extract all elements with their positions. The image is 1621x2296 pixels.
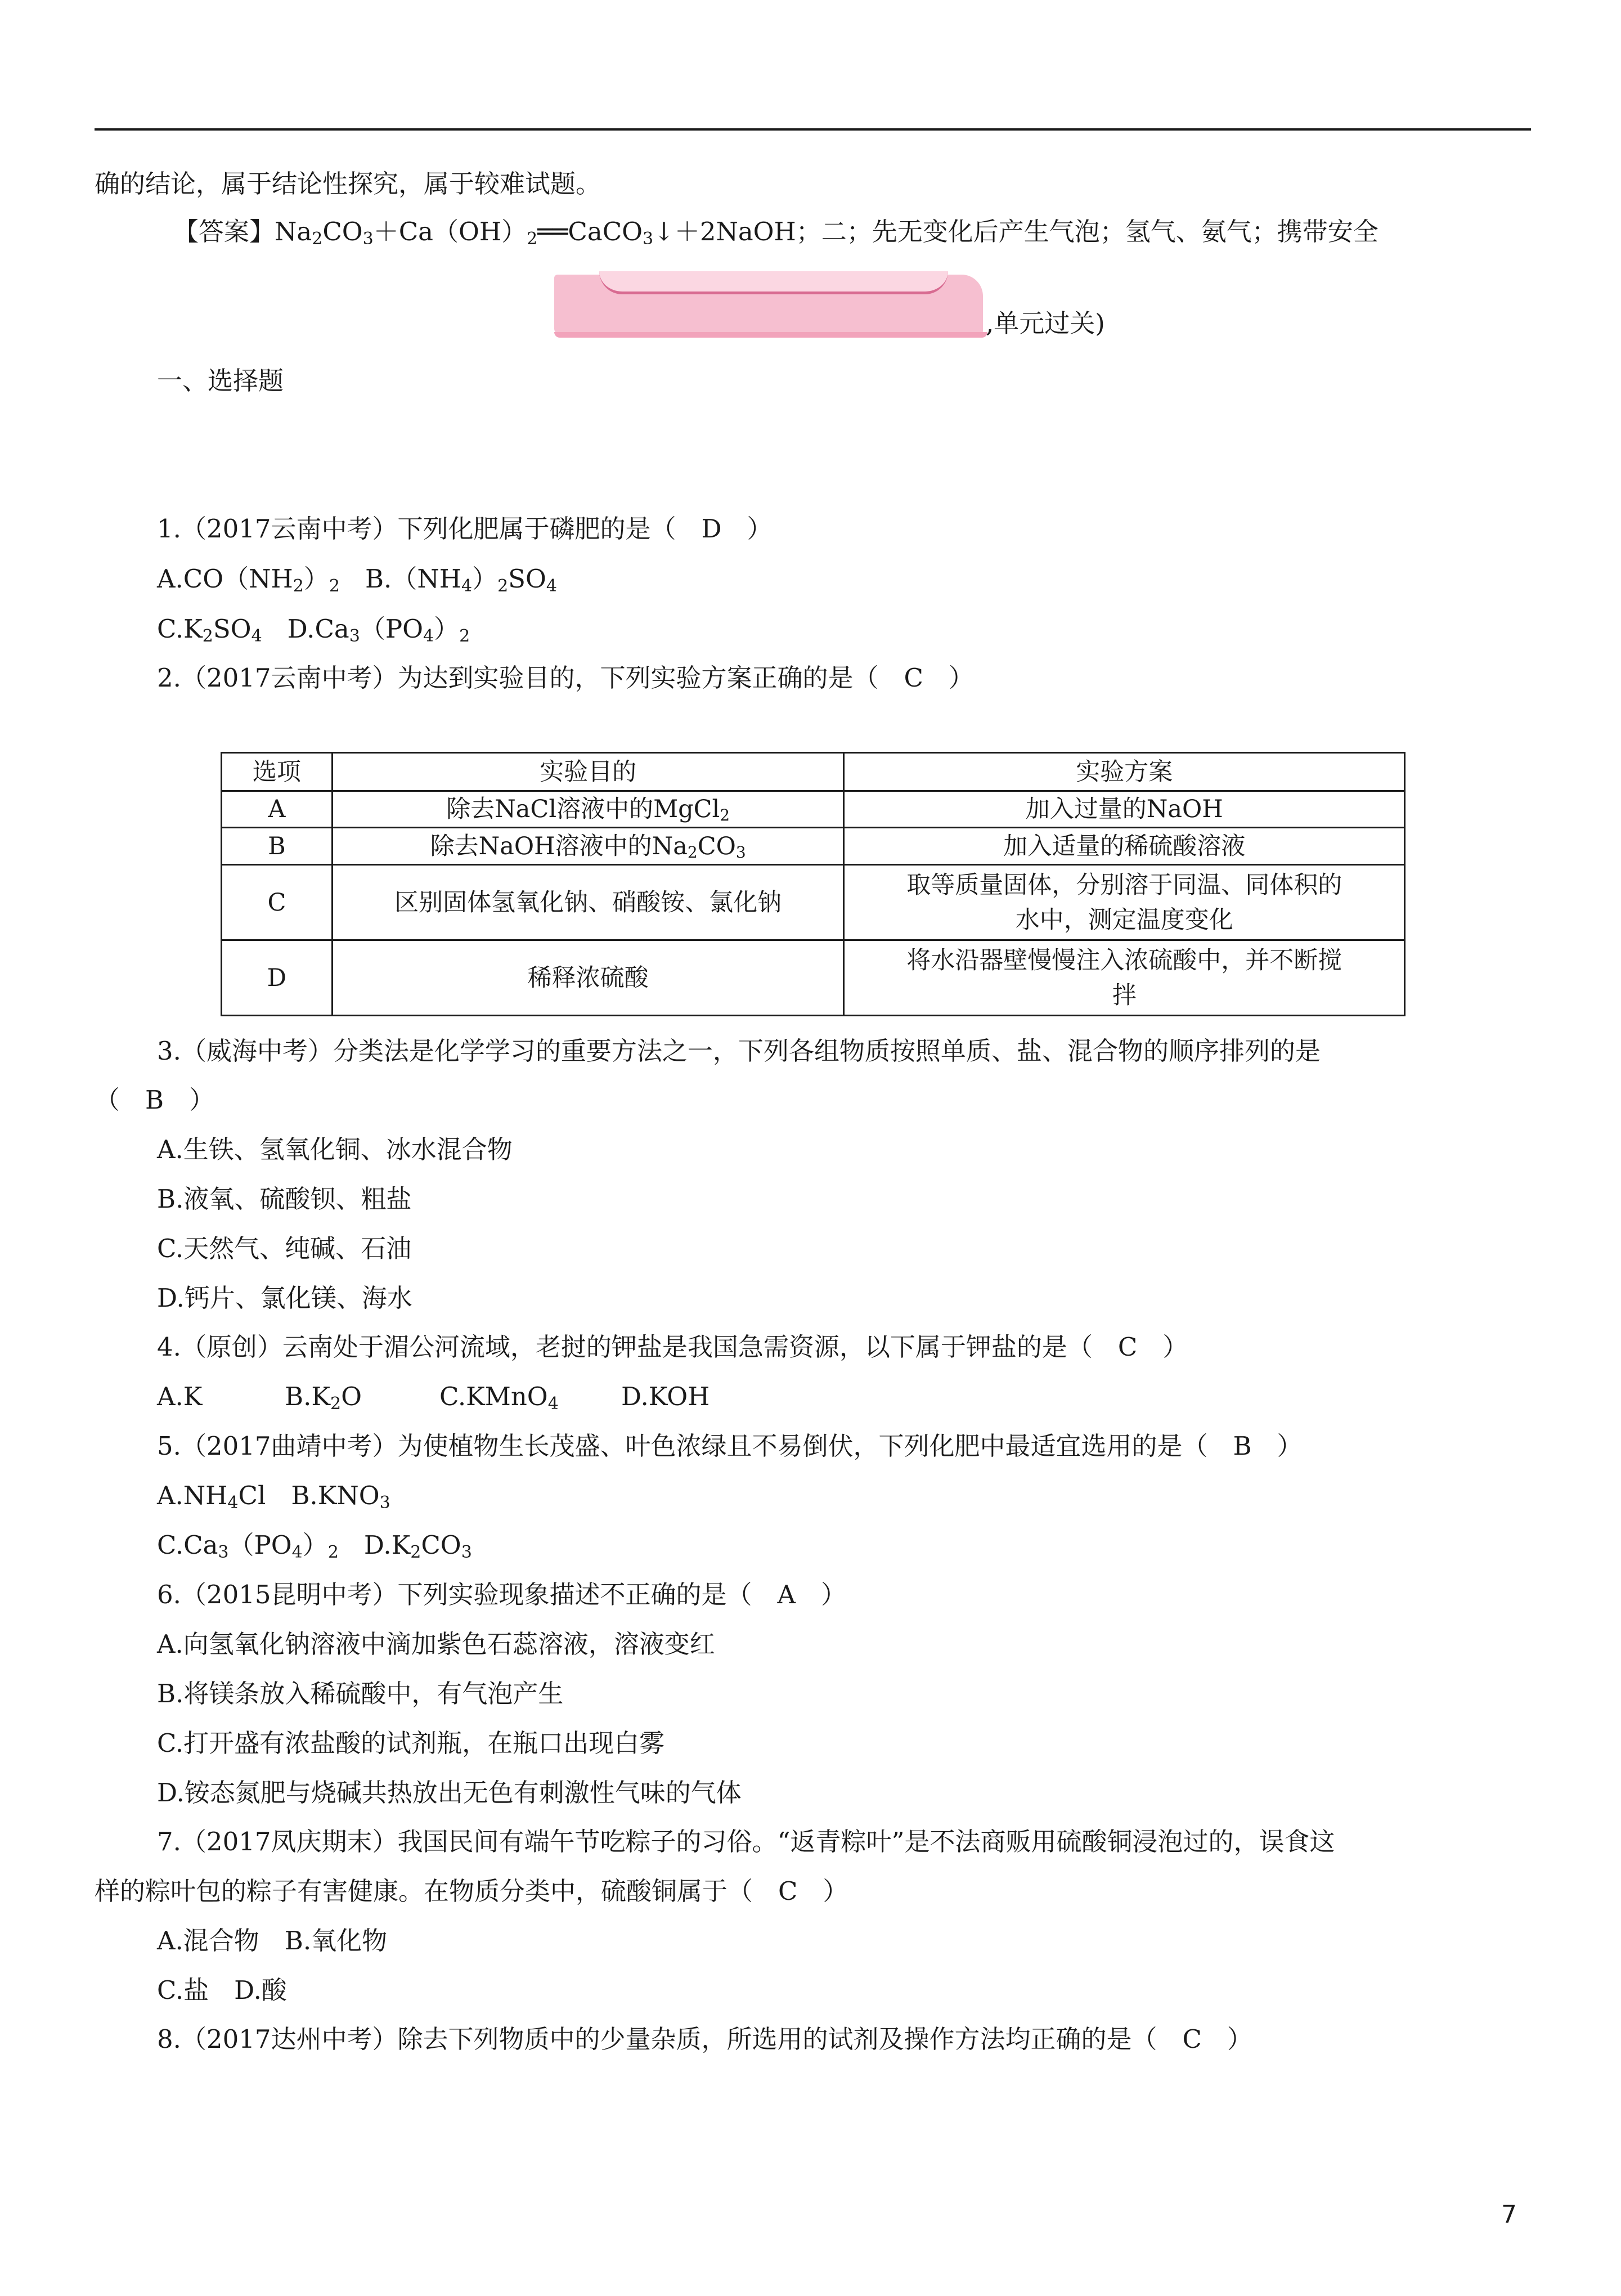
table-cell: 加入过量的NaOH	[844, 791, 1405, 828]
table-row	[222, 940, 1405, 1016]
table-cell: 除去NaOH溶液中的$Na_2CO_3$	[332, 828, 844, 865]
table-row	[222, 828, 1405, 865]
banner-caption: ,单元过关)	[986, 308, 1105, 338]
question-4-options: A.K $B.K_2O$ C.KMnO$_4$ D.KOH	[157, 1382, 710, 1414]
table-cell: D	[222, 940, 333, 1016]
page-number: 7	[1501, 2200, 1517, 2229]
section-title: 一、选择题	[157, 366, 284, 396]
question-7-options-cd: C.盐 D.酸	[157, 1975, 287, 2005]
question-7-options-ab: A.混合物 B.氧化物	[157, 1926, 388, 1956]
text-line: 确的结论，属于结论性探究，属于较难试题。	[95, 169, 601, 199]
table-cell: 将水沿器壁慢慢注入浓硫酸中，并不断搅 拌	[844, 940, 1405, 1016]
question-6-option-a: A.向氢氧化钠溶液中滴加紫色石蕊溶液，溶液变红	[157, 1629, 715, 1659]
question-8: 8.（2017达州中考）除去下列物质中的少量杂质，所选用的试剂及操作方法均正确的是（ C ）	[157, 2024, 1252, 2054]
table-header-row	[222, 753, 1405, 791]
question-1-options-cd: $C.K_2SO_4$ $D.Ca_3(PO_4)_2$	[157, 614, 470, 646]
table-cell: A	[222, 791, 333, 828]
question-7: 7.（2017凤庆期末）我国民间有端午节吃粽子的习俗。“返青粽叶”是不法商贩用硫酸铜浸泡过的，误食这	[157, 1827, 1335, 1856]
answer-line: 【答案】$Na_2CO_3+Ca(OH)_2══CaCO_3↓+2NaOH$；二；先无变化后产生气泡；氢气、氨气；携带安全	[173, 217, 1378, 249]
question-3-bracket: （ B ）	[95, 1085, 215, 1115]
question-7-cont: 样的粽叶包的粽子有害健康。在物质分类中，硫酸铜属于（ C ）	[95, 1876, 848, 1906]
question-4: 4.（原创）云南处于湄公河流域，老挝的钾盐是我国急需资源，以下属于钾盐的是（ C ）	[157, 1332, 1188, 1362]
table-cell: 稀释浓硫酸	[332, 940, 844, 1016]
question-6-option-c: C.打开盛有浓盐酸的试剂瓶，在瓶口出现白雾	[157, 1728, 665, 1758]
table-row	[222, 791, 1405, 828]
table-header-cell: 实验方案	[844, 753, 1405, 791]
question-6-option-d: D.铵态氮肥与烧碱共热放出无色有刺激性气味的气体	[157, 1778, 742, 1808]
question-5-options-ab: $A.NH_4Cl$ $B.KNO_3$	[157, 1481, 390, 1513]
table-header-cell: 实验目的	[332, 753, 844, 791]
table-cell: 除去NaCl溶液中的MgCl$_2$	[332, 791, 844, 828]
table-header-cell: 选项	[222, 753, 333, 791]
header-rule	[95, 128, 1531, 131]
question-6-option-b: B.将镁条放入稀硫酸中，有气泡产生	[157, 1679, 564, 1708]
question-3-option-c: C.天然气、纯碱、石油	[157, 1234, 412, 1263]
table-cell: 加入适量的稀硫酸溶液	[844, 828, 1405, 865]
question-3: 3.（威海中考）分类法是化学学习的重要方法之一，下列各组物质按照单质、盐、混合物的顺序排列的是	[157, 1036, 1321, 1066]
question-3-option-b: B.液氧、硫酸钡、粗盐	[157, 1184, 412, 1214]
unit-banner-shadow	[554, 332, 987, 338]
question-1-options-ab: $A.CO(NH_2)_2$ $B.(NH_4)_2SO_4$	[157, 564, 557, 596]
question-6: 6.（2015昆明中考）下列实验现象描述不正确的是（ A ）	[157, 1580, 846, 1609]
question-1: 1.（2017云南中考）下列化肥属于磷肥的是（ D ）	[157, 514, 773, 544]
question-3-option-a: A.生铁、氢氧化铜、冰水混合物	[157, 1134, 513, 1164]
table-cell: C	[222, 865, 333, 940]
table-cell: 取等质量固体，分别溶于同温、同体积的 水中，测定温度变化	[844, 865, 1405, 940]
question-2: 2.（2017云南中考）为达到实验目的，下列实验方案正确的是（ C ）	[157, 663, 974, 693]
table-row	[222, 865, 1405, 940]
question-5: 5.（2017曲靖中考）为使植物生长茂盛、叶色浓绿且不易倒伏，下列化肥中最适宜选用的是（ B ）	[157, 1431, 1303, 1461]
question-3-option-d: D.钙片、氯化镁、海水	[157, 1283, 412, 1313]
unit-banner-tab	[599, 271, 948, 294]
table-cell: B	[222, 828, 333, 865]
question-5-options-cd: $C.Ca_3(PO_4)_2$ $D.K_2CO_3$	[157, 1530, 472, 1562]
experiment-table	[221, 752, 1406, 1016]
table-cell: 区别固体氢氧化钠、硝酸铵、氯化钠	[332, 865, 844, 940]
